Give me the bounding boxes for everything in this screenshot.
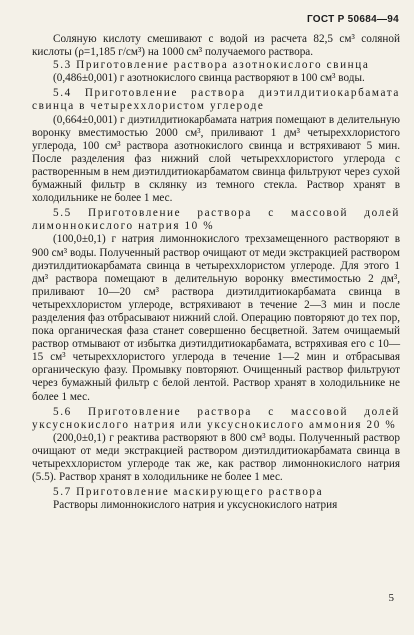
paragraph-lead-dithiocarbamate: (0,664±0,001) г диэтилдитиокарбамата натрия помещают в делительную воронку вместимостью 2000 см³, приливают 1 дм³ четыреххлористого углерода, 100 см³ раствора азотнокислого свинца и встряхивают 5 мин. После разделения фаз нижний слой четыреххлористого углерода с растворенным в нем диэтилдитиокарбаматом свинца фильтруют через сухой бумажный фильтр в склянку из темного стекла. Раствор хранят в холодильнике не более 1 мес. [32, 113, 400, 205]
paragraph-hydrochloric-acid: Соляную кислоту смешивают с водой из расчета 82,5 см³ соляной кислоты (ρ=1,185 г/см³) на 1000 см³ получаемого раствора. [32, 33, 400, 59]
section-heading-5-4: 5.4 Приготовление раствора диэтилдитиокарбамата свинца в четыреххлористом углероде [32, 87, 400, 113]
paragraph-sodium-citrate: (100,0±0,1) г натрия лимоннокислого трехзамещенного растворяют в 900 см³ воды. Полученный раствор очищают от меди экстракцией раствором диэтилдитиокарбамата свинца в четыреххлористом углероде. Для этого 1 дм³ раствора помещают в делительную воронку вместимостью 2 дм³, приливают 10—20 см³ раствора диэтилдитиокарбамата свинца в четыреххлористом углероде, встряхивают в течение 2—3 мин и после разделения фаз отбрасывают нижний слой. Операцию повторяют до тех пор, пока органическая фаза станет совершенно бесцветной. Затем очищаемый раствор отмывают от избытка диэтилдитиокарбамата, встряхивая его с 10—15 см³ четыреххлористого углерода в течение 1—2 мин и отбрасывая органическую фазу. Промывку повторяют. Очищенный раствор фильтруют через бумажный фильтр с белой лентой. Раствор хранят в холодильнике не более 1 мес. [32, 233, 400, 403]
section-heading-5-7: 5.7 Приготовление маскирующего раствора [53, 486, 324, 499]
paragraph-sodium-acetate: (200,0±0,1) г реактива растворяют в 800 см³ воды. Полученный раствор очищают от меди экстракцией раствором диэтилдитиокарбамата свинца в четыреххлористом углероде так же, как раствор лимоннокислого натрия (5.5). Раствор хранят в холодильнике не более 1 мес. [32, 431, 400, 484]
section-heading-5-6: 5.6 Приготовление раствора с массовой долей уксуснокислого натрия или уксуснокислого аммония 20 % [32, 405, 400, 431]
paragraph-lead-nitrate: (0,486±0,001) г азотнокислого свинца растворяют в 100 см³ воды. [53, 72, 365, 85]
standard-header: ГОСТ Р 50684—94 [306, 14, 399, 25]
section-heading-5-3: 5.3 Приготовление раствора азотнокислого свинца [53, 59, 370, 72]
section-heading-5-5: 5.5 Приготовление раствора с массовой долей лимоннокислого натрия 10 % [32, 207, 400, 233]
paragraph-masking-solution: Растворы лимоннокислого натрия и уксуснокислого натрия [53, 499, 338, 512]
page-number: 5 [388, 592, 394, 604]
document-body [32, 33, 400, 512]
